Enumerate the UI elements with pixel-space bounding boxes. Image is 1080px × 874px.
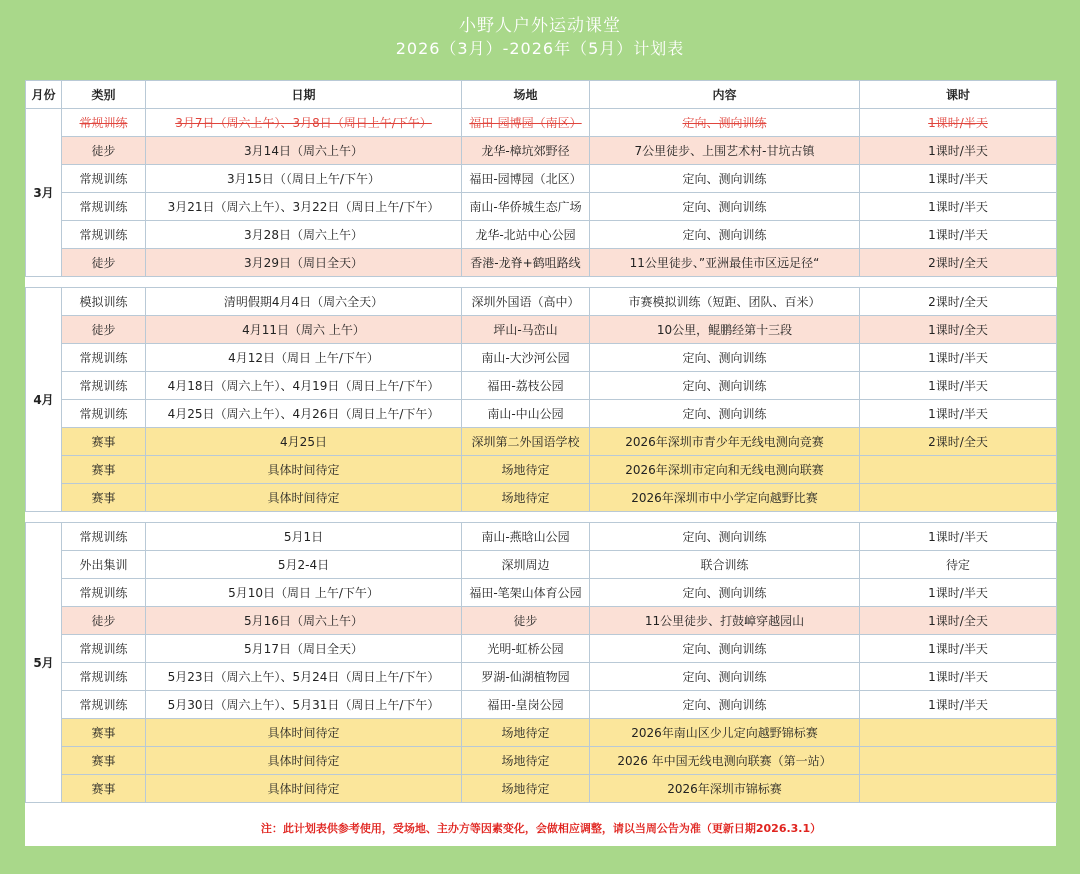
date-cell: 3月14日（周六上午） bbox=[146, 137, 462, 165]
schedule-table bbox=[25, 80, 1057, 841]
venue-cell: 深圳第二外国语学校 bbox=[462, 428, 590, 456]
hours-cell: 1课时/全天 bbox=[860, 316, 1057, 344]
hours-cell bbox=[860, 775, 1057, 803]
spacer bbox=[26, 803, 1057, 816]
date-cell: 3月28日（周六上午） bbox=[146, 221, 462, 249]
table-row bbox=[26, 400, 1057, 428]
table-row bbox=[26, 288, 1057, 316]
venue-cell: 深圳周边 bbox=[462, 551, 590, 579]
footnote: 注：此计划表供参考使用，受场地、主办方等因素变化，会做相应调整，请以当周公告为准（更新日期2026.3.1） bbox=[260, 822, 822, 835]
category-cell: 赛事 bbox=[62, 484, 146, 512]
hours-cell: 1课时/半天 bbox=[860, 221, 1057, 249]
date-cell: 3月7日（周六上午）、3月8日（周日上午/下午） bbox=[146, 109, 462, 137]
venue-cell: 龙华-樟坑郊野径 bbox=[462, 137, 590, 165]
content-cell: 10公里，鲲鹏经第十三段 bbox=[590, 316, 860, 344]
header-hours: 课时 bbox=[860, 81, 1057, 109]
content-cell: 定向、测向训练 bbox=[590, 109, 860, 137]
content-cell: 11公里徒步、打鼓嶂穿越园山 bbox=[590, 607, 860, 635]
table-row bbox=[26, 579, 1057, 607]
venue-cell: 场地待定 bbox=[462, 484, 590, 512]
hours-cell: 2课时/全天 bbox=[860, 428, 1057, 456]
table-row bbox=[26, 551, 1057, 579]
category-cell: 徒步 bbox=[62, 137, 146, 165]
venue-cell: 福田-园博园（北区） bbox=[462, 165, 590, 193]
content-cell: 定向、测向训练 bbox=[590, 221, 860, 249]
venue-cell: 南山-大沙河公园 bbox=[462, 344, 590, 372]
venue-cell: 南山-中山公园 bbox=[462, 400, 590, 428]
table-row bbox=[26, 635, 1057, 663]
table-header-row bbox=[26, 81, 1057, 109]
date-cell: 具体时间待定 bbox=[146, 719, 462, 747]
category-cell: 赛事 bbox=[62, 747, 146, 775]
category-cell: 常规训练 bbox=[62, 400, 146, 428]
hours-cell: 1课时/半天 bbox=[860, 663, 1057, 691]
table-row bbox=[26, 523, 1057, 551]
schedule-sheet bbox=[25, 80, 1056, 846]
content-cell: 2026年深圳市锦标赛 bbox=[590, 775, 860, 803]
venue-cell: 福田-皇岗公园 bbox=[462, 691, 590, 719]
header-venue: 场地 bbox=[462, 81, 590, 109]
content-cell: 11公里徒步、”亚洲最佳市区远足径“ bbox=[590, 249, 860, 277]
hours-cell: 1课时/半天 bbox=[860, 137, 1057, 165]
table-row bbox=[26, 663, 1057, 691]
venue-cell: 龙华-北站中心公园 bbox=[462, 221, 590, 249]
date-cell: 3月15日（（周日上午/下午） bbox=[146, 165, 462, 193]
content-cell: 定向、测向训练 bbox=[590, 344, 860, 372]
date-cell: 清明假期4月4日（周六全天） bbox=[146, 288, 462, 316]
category-cell: 常规训练 bbox=[62, 523, 146, 551]
month-gap bbox=[26, 512, 1057, 523]
date-cell: 4月25日 bbox=[146, 428, 462, 456]
month-cell: 5月 bbox=[26, 523, 62, 803]
venue-cell: 场地待定 bbox=[462, 456, 590, 484]
content-cell: 定向、测向训练 bbox=[590, 691, 860, 719]
table-row bbox=[26, 165, 1057, 193]
content-cell: 定向、测向训练 bbox=[590, 372, 860, 400]
note-row bbox=[26, 815, 1057, 841]
venue-cell: 深圳外国语（高中） bbox=[462, 288, 590, 316]
venue-cell: 罗湖-仙湖植物园 bbox=[462, 663, 590, 691]
content-cell: 定向、测向训练 bbox=[590, 165, 860, 193]
category-cell: 徒步 bbox=[62, 316, 146, 344]
content-cell: 定向、测向训练 bbox=[590, 523, 860, 551]
category-cell: 徒步 bbox=[62, 607, 146, 635]
hours-cell: 1课时/半天 bbox=[860, 344, 1057, 372]
header-month: 月份 bbox=[26, 81, 62, 109]
content-cell: 2026年南山区少儿定向越野锦标赛 bbox=[590, 719, 860, 747]
content-cell: 定向、测向训练 bbox=[590, 663, 860, 691]
date-cell: 4月25日（周六上午）、4月26日（周日上午/下午） bbox=[146, 400, 462, 428]
header-date: 日期 bbox=[146, 81, 462, 109]
table-row bbox=[26, 719, 1057, 747]
venue-cell: 场地待定 bbox=[462, 747, 590, 775]
content-cell: 市赛模拟训练（短距、团队、百米） bbox=[590, 288, 860, 316]
table-row bbox=[26, 109, 1057, 137]
hours-cell: 1课时/半天 bbox=[860, 165, 1057, 193]
page-title: 小野人户外运动课堂 bbox=[459, 16, 621, 36]
table-row bbox=[26, 775, 1057, 803]
hours-cell bbox=[860, 747, 1057, 775]
date-cell: 4月12日（周日 上午/下午） bbox=[146, 344, 462, 372]
hours-cell: 1课时/半天 bbox=[860, 523, 1057, 551]
table-row bbox=[26, 456, 1057, 484]
category-cell: 常规训练 bbox=[62, 663, 146, 691]
category-cell: 常规训练 bbox=[62, 193, 146, 221]
date-cell: 4月11日（周六 上午） bbox=[146, 316, 462, 344]
spacer-row bbox=[26, 803, 1057, 816]
table-row bbox=[26, 428, 1057, 456]
category-cell: 常规训练 bbox=[62, 221, 146, 249]
category-cell: 常规训练 bbox=[62, 372, 146, 400]
date-cell: 具体时间待定 bbox=[146, 775, 462, 803]
category-cell: 赛事 bbox=[62, 775, 146, 803]
month-gap bbox=[26, 277, 1057, 288]
venue-cell: 福田-园博园（南区） bbox=[462, 109, 590, 137]
venue-cell: 徒步 bbox=[462, 607, 590, 635]
content-cell: 2026年深圳市青少年无线电测向竞赛 bbox=[590, 428, 860, 456]
table-row bbox=[26, 221, 1057, 249]
header-content: 内容 bbox=[590, 81, 860, 109]
category-cell: 常规训练 bbox=[62, 691, 146, 719]
content-cell: 2026年深圳市中小学定向越野比赛 bbox=[590, 484, 860, 512]
category-cell: 赛事 bbox=[62, 719, 146, 747]
category-cell: 常规训练 bbox=[62, 579, 146, 607]
content-cell: 7公里徒步、上围艺术村-甘坑古镇 bbox=[590, 137, 860, 165]
hours-cell: 2课时/全天 bbox=[860, 249, 1057, 277]
category-cell: 常规训练 bbox=[62, 635, 146, 663]
date-cell: 具体时间待定 bbox=[146, 456, 462, 484]
date-cell: 具体时间待定 bbox=[146, 484, 462, 512]
table-row bbox=[26, 344, 1057, 372]
hours-cell: 1课时/半天 bbox=[860, 691, 1057, 719]
venue-cell: 坪山-马峦山 bbox=[462, 316, 590, 344]
venue-cell: 福田-荔枝公园 bbox=[462, 372, 590, 400]
date-cell: 4月18日（周六上午）、4月19日（周日上午/下午） bbox=[146, 372, 462, 400]
month-cell: 3月 bbox=[26, 109, 62, 277]
category-cell: 常规训练 bbox=[62, 109, 146, 137]
table-row bbox=[26, 193, 1057, 221]
hours-cell: 2课时/全天 bbox=[860, 288, 1057, 316]
hours-cell: 1课时/半天 bbox=[860, 109, 1057, 137]
date-cell: 5月1日 bbox=[146, 523, 462, 551]
table-row bbox=[26, 372, 1057, 400]
month-gap-row bbox=[26, 277, 1057, 288]
content-cell: 定向、测向训练 bbox=[590, 579, 860, 607]
hours-cell bbox=[860, 484, 1057, 512]
venue-cell: 场地待定 bbox=[462, 719, 590, 747]
content-cell: 2026 年中国无线电测向联赛（第一站） bbox=[590, 747, 860, 775]
table-row bbox=[26, 249, 1057, 277]
content-cell: 定向、测向训练 bbox=[590, 400, 860, 428]
content-cell: 2026年深圳市定向和无线电测向联赛 bbox=[590, 456, 860, 484]
date-cell: 3月21日（周六上午）、3月22日（周日上午/下午） bbox=[146, 193, 462, 221]
venue-cell: 香港-龙脊+鹤咀路线 bbox=[462, 249, 590, 277]
table-row bbox=[26, 137, 1057, 165]
date-cell: 5月17日（周日全天） bbox=[146, 635, 462, 663]
page-header bbox=[0, 0, 1080, 80]
date-cell: 5月23日（周六上午）、5月24日（周日上午/下午） bbox=[146, 663, 462, 691]
hours-cell: 1课时/半天 bbox=[860, 400, 1057, 428]
header-category: 类别 bbox=[62, 81, 146, 109]
content-cell: 联合训练 bbox=[590, 551, 860, 579]
venue-cell: 南山-燕晗山公园 bbox=[462, 523, 590, 551]
content-cell: 定向、测向训练 bbox=[590, 635, 860, 663]
hours-cell: 待定 bbox=[860, 551, 1057, 579]
date-cell: 5月30日（周六上午）、5月31日（周日上午/下午） bbox=[146, 691, 462, 719]
category-cell: 赛事 bbox=[62, 428, 146, 456]
month-gap-row bbox=[26, 512, 1057, 523]
category-cell: 徒步 bbox=[62, 249, 146, 277]
table-row bbox=[26, 747, 1057, 775]
date-cell: 5月10日（周日 上午/下午） bbox=[146, 579, 462, 607]
category-cell: 外出集训 bbox=[62, 551, 146, 579]
category-cell: 常规训练 bbox=[62, 165, 146, 193]
hours-cell: 1课时/半天 bbox=[860, 579, 1057, 607]
table-row bbox=[26, 607, 1057, 635]
venue-cell: 南山-华侨城生态广场 bbox=[462, 193, 590, 221]
table-row bbox=[26, 316, 1057, 344]
date-cell: 5月2-4日 bbox=[146, 551, 462, 579]
month-cell: 4月 bbox=[26, 288, 62, 512]
table-row bbox=[26, 484, 1057, 512]
category-cell: 模拟训练 bbox=[62, 288, 146, 316]
hours-cell: 1课时/半天 bbox=[860, 635, 1057, 663]
venue-cell: 场地待定 bbox=[462, 775, 590, 803]
content-cell: 定向、测向训练 bbox=[590, 193, 860, 221]
table-body bbox=[26, 109, 1057, 842]
venue-cell: 福田-笔架山体育公园 bbox=[462, 579, 590, 607]
hours-cell bbox=[860, 456, 1057, 484]
page-subtitle: 2026（3月）-2026年（5月）计划表 bbox=[395, 39, 685, 58]
table-row bbox=[26, 691, 1057, 719]
hours-cell: 1课时/半天 bbox=[860, 193, 1057, 221]
hours-cell bbox=[860, 719, 1057, 747]
hours-cell: 1课时/全天 bbox=[860, 607, 1057, 635]
date-cell: 具体时间待定 bbox=[146, 747, 462, 775]
date-cell: 5月16日（周六上午） bbox=[146, 607, 462, 635]
date-cell: 3月29日（周日全天） bbox=[146, 249, 462, 277]
category-cell: 赛事 bbox=[62, 456, 146, 484]
hours-cell: 1课时/半天 bbox=[860, 372, 1057, 400]
venue-cell: 光明-虹桥公园 bbox=[462, 635, 590, 663]
category-cell: 常规训练 bbox=[62, 344, 146, 372]
